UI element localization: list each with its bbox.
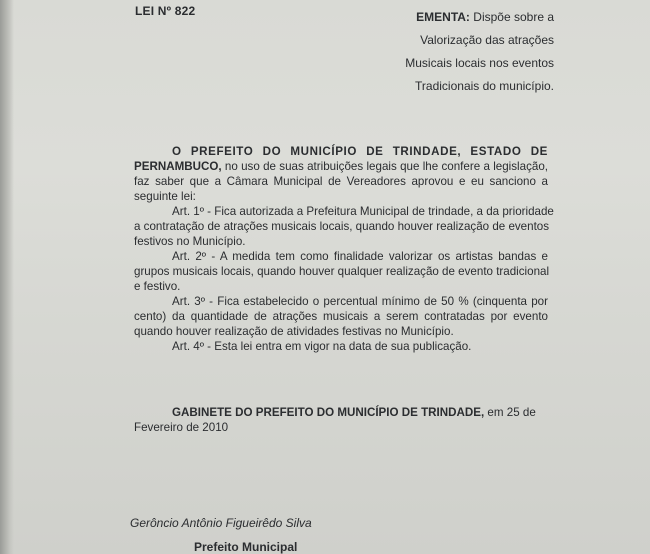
preamble-line-3: faz saber que a Câmara Municipal de Vereadores aprovou e eu sanciono a	[134, 175, 548, 188]
closing-office: GABINETE DO PREFEITO DO MUNICÍPIO DE TRINDADE,	[172, 406, 485, 419]
law-number: LEI Nº 822	[135, 4, 196, 18]
preamble-heading: O PREFEITO DO MUNICÍPIO DE TRINDADE, ESTADO DE	[172, 145, 548, 158]
ementa-block	[384, 6, 554, 98]
article-1-line-1: Art. 1º - Fica autorizada a Prefeitura Municipal de trindade, a da prioridade	[172, 205, 554, 218]
ementa-line-1	[384, 6, 554, 29]
article-4	[134, 339, 548, 354]
article-3-line-1: Art. 3º - Fica estabelecido o percentual mínimo de 50 % (cinquenta por	[172, 295, 548, 308]
article-1-line-2: a contratação de atrações musicais locais, quando houver realização de eventos	[134, 220, 550, 233]
article-2-line-3: e festivo.	[134, 280, 181, 293]
ementa-line-2: Valorização das atrações	[420, 33, 554, 47]
page-edge-shadow	[0, 0, 14, 554]
law-body	[134, 144, 554, 354]
ementa-line-3: Musicais locais nos eventos	[405, 56, 554, 70]
signatory-name: Gerôncio Antônio Figueirêdo Silva	[130, 516, 312, 530]
article-3	[134, 294, 548, 339]
article-1-line-3: festivos no Município.	[134, 235, 246, 248]
closing-block	[134, 405, 548, 435]
closing-line-2: Fevereiro de 2010	[134, 421, 229, 434]
ementa-text-1: Dispõe sobre a	[473, 10, 554, 24]
preamble-line-2-text: no uso de suas atribuições legais que lhe confere a legislação,	[221, 160, 548, 173]
preamble-state: PERNAMBUCO,	[134, 160, 222, 173]
article-2-line-1: Art. 2º - A medida tem como finalidade valorizar os artistas bandas e	[172, 250, 548, 263]
ementa-label: EMENTA:	[416, 10, 470, 24]
closing-date-part: em 25 de	[484, 406, 536, 419]
article-2-line-2: grupos musicais locais, quando houver qualquer realização de evento tradicional	[134, 265, 550, 278]
ementa-line-4: Tradicionais do município.	[415, 79, 554, 93]
article-3-line-3: quando houver realização de atividades festivas no Município.	[134, 325, 454, 338]
preamble-line-4: seguinte lei:	[134, 190, 196, 203]
article-3-line-2: cento) da quantidade de atrações musicais a serem contratadas por evento	[134, 310, 548, 323]
preamble-line-2	[134, 159, 548, 174]
closing-line-1	[134, 405, 548, 420]
article-1	[134, 204, 554, 249]
preamble	[134, 144, 548, 204]
article-4-line-1: Art. 4º - Esta lei entra em vigor na data de sua publicação.	[172, 340, 472, 353]
article-2	[134, 249, 548, 294]
signatory-title: Prefeito Municipal	[194, 540, 298, 554]
